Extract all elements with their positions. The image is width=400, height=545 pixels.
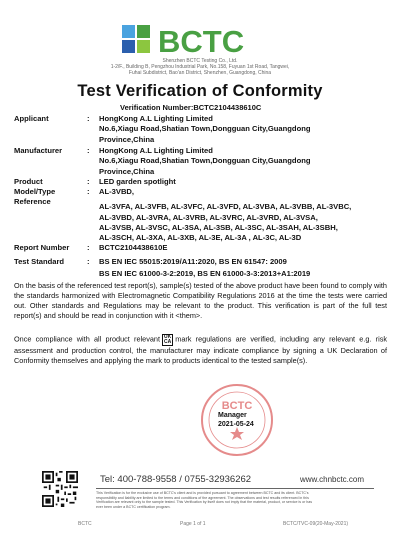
signatory-title: Manager (218, 412, 247, 419)
company-name: Shenzhen BCTC Testing Co., Ltd. (162, 58, 238, 64)
model-line: AL-3VBD, AL-3VRA, AL-3VRB, AL-3VRC, AL-3VRD, AL-3VSA, (99, 212, 318, 222)
model-label (14, 187, 55, 208)
colon: : (87, 146, 90, 155)
contact-phone: Tel: 400-788-9558 / 0755-32936262 (100, 474, 252, 485)
logo-text: BCTC (158, 24, 245, 58)
ukca-paragraph (14, 334, 387, 366)
applicant-value (99, 114, 389, 145)
company-address (0, 58, 400, 77)
colon: : (87, 187, 90, 196)
report-number-label: Report Number (14, 243, 70, 252)
model-value (99, 187, 389, 243)
bctc-logo (120, 22, 280, 58)
colon: : (87, 177, 90, 186)
model-label-line-2: Reference (14, 197, 51, 207)
product-value (99, 177, 389, 187)
applicant-province: Province,China (99, 134, 155, 144)
signature-date: 2021-05-24 (218, 420, 254, 428)
disclaimer-text (96, 491, 376, 509)
disclaimer-line: ever been under a BCTC certification program. (96, 504, 171, 509)
company-address-line-2: Fuhai Subdistrict, Bao'an District, Shenzhen, Guangdong, China (128, 70, 272, 77)
model-line: AL-3SCH, AL-3XA, AL-3XB, AL-3E, AL-3A , AL-3C, AL-3D (99, 233, 302, 243)
disclaimer-line: Verification are relevant only to the sample tested. This Verification by itself does not imply that the material, product, or service is or has (96, 500, 313, 505)
verification-number: Verification Number:BCTC2104438610C (120, 103, 262, 112)
test-standard-label: Test Standard (14, 257, 65, 266)
manufacturer-label: Manufacturer (14, 146, 63, 155)
ukca-text-before: Once compliance with all product relevant (14, 334, 160, 344)
compliance-text: On the basis of the referenced test report(s), sample(s) tested of the above product have been found to comply with the standards harmonized with Electromagnetic Compatibility Regulations 2016 at the time the tests were carried out. Other standards and Regulations may be relevant to the product. This verification is part of the full test report(s) and should be read in conjunction with it <them>. (14, 281, 387, 320)
manufacturer-province: Province,China (99, 166, 155, 176)
form-code: BCTC/TVC-09(20-May-2021) (283, 521, 349, 527)
product-label: Product (14, 177, 43, 186)
stamp-name: BCTC (221, 400, 253, 412)
page-number: Page 1 of 1 (180, 521, 206, 527)
ukca-mark-bottom: CA (164, 338, 172, 345)
colon: : (87, 257, 90, 266)
test-standard-value (99, 257, 389, 280)
ukca-mark-icon (162, 334, 173, 346)
model-line: AL-3VSB, AL-3VSC, AL-3SA, AL-3SB, AL-3SC, AL-3SAH, AL-3SBH, (99, 222, 338, 232)
standard-line: BS EN IEC 61000-3-2:2019, BS EN 61000-3-3:2013+A1:2019 (99, 269, 311, 279)
disclaimer-line: This Verification is for the exclusive use of BCTC's client and is provided pursuant to agreement between BCTC and its client. BCTC's (96, 491, 309, 495)
qr-code-icon (42, 471, 78, 507)
model-line: AL-3VBD, (99, 187, 135, 196)
signatory (218, 412, 254, 429)
document-title: Test Verification of Conformity (77, 82, 323, 100)
standard-line: BS EN IEC 55015:2019/A11:2020, BS EN 61547: 2009 (99, 257, 287, 266)
model-label-line-1: Model/Type (14, 187, 56, 196)
manufacturer-value (99, 146, 389, 177)
ukca-mark-top: UK (164, 334, 172, 340)
applicant-label: Applicant (14, 114, 49, 123)
disclaimer-line: responsibility and liability are limited to the terms and conditions of the agreement. The observations and test results referenced in this (96, 495, 309, 500)
colon: : (87, 114, 90, 123)
applicant-name: HongKong A.L Lighting Limited (99, 114, 213, 123)
colon: : (87, 243, 90, 252)
footer-left: BCTC (78, 521, 92, 527)
company-address-line-1: 1-2/F., Building B, Pengzhou Industrial Park, No.158, Fuyuan 1st Road, Tangwei, (110, 64, 290, 71)
divider (96, 488, 374, 489)
website-link[interactable]: www.chnbctc.com (300, 475, 365, 484)
applicant-address: No.6,Xiagu Road,Shatian Town,Dongguan City,Guangdong (99, 124, 311, 134)
manufacturer-address: No.6,Xiagu Road,Shatian Town,Dongguan City,Guangdong (99, 156, 311, 166)
compliance-paragraph (14, 281, 387, 321)
product-name: LED garden spotlight (99, 177, 176, 186)
report-number: BCTC2104438610E (99, 243, 168, 252)
report-number-value (99, 243, 389, 253)
manufacturer-name: HongKong A.L Lighting Limited (99, 146, 213, 155)
ukca-text (14, 334, 387, 366)
ukca-text-after: mark regulations are verified, including any relevant e.g. risk assessment and production control, the manufacturer may indicate compliance by signing a UK Declaration of Conformity themselves and applying the mark to products identical to the tested sample(s). (14, 334, 387, 365)
model-line: AL-3VFA, AL-3VFB, AL-3VFC, AL-3VFD, AL-3VBA, AL-3VBB, AL-3VBC, (99, 202, 352, 212)
